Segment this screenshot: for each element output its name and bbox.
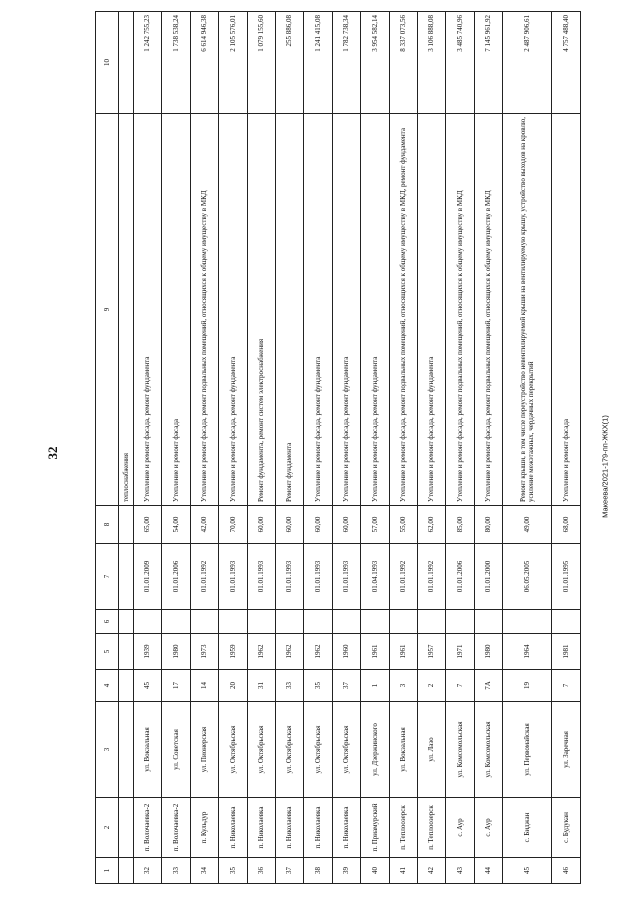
build-year-cell: 1961	[389, 634, 417, 670]
cost-cell: 4 757 488,40	[552, 12, 581, 114]
table-row	[552, 12, 581, 884]
locality-cell: с. Аур	[474, 798, 502, 858]
privatization-date-cell: 01.01.1992	[389, 544, 417, 610]
house-number-cell: 3	[389, 670, 417, 702]
row-number-cell: 33	[162, 858, 190, 884]
wear-percent-cell: 54,00	[162, 506, 190, 544]
wear-percent-cell: 42,00	[190, 506, 218, 544]
wear-percent-cell: 68,00	[552, 506, 581, 544]
locality-cell: п. Волочаевка-2	[162, 798, 190, 858]
row-number-cell: 40	[361, 858, 389, 884]
table-row	[417, 12, 445, 884]
house-number-cell: 7А	[474, 670, 502, 702]
work-type-cell: Утепление и ремонт фасада, ремонт подвальных помещений, относящихся к общему имуществу в МКД	[446, 114, 474, 506]
street-cell: ул. Пионерская	[190, 702, 218, 798]
page-number: 32	[45, 446, 60, 460]
header-cell-9: 9	[96, 114, 119, 506]
work-type-cell: Утепление и ремонт фасада, ремонт подвальных помещений, относящихся к общему имуществу в МКД	[190, 114, 218, 506]
street-cell: ул. Первомайская	[503, 702, 552, 798]
build-year-cell: 1981	[552, 634, 581, 670]
cost-cell: 3 954 582,14	[361, 12, 389, 114]
row-number-cell: 45	[503, 858, 552, 884]
table-row	[474, 12, 502, 884]
row-number-cell: 35	[219, 858, 247, 884]
house-number-cell: 7	[446, 670, 474, 702]
street-cell: ул. Дзержинского	[361, 702, 389, 798]
locality-cell: с. Будукан	[552, 798, 581, 858]
table-row	[134, 12, 162, 884]
house-number-cell: 45	[134, 670, 162, 702]
row-number-cell: 42	[417, 858, 445, 884]
house-number-cell: 1	[361, 670, 389, 702]
privatization-date-cell: 01.01.2009	[134, 544, 162, 610]
street-cell: ул. Октябрьская	[247, 702, 275, 798]
locality-cell: п. Николаевка	[332, 798, 360, 858]
row-number-cell: 37	[275, 858, 303, 884]
table-cell	[119, 506, 134, 544]
privatization-date-cell: 01.01.1992	[417, 544, 445, 610]
table-cell	[119, 858, 134, 884]
build-year-cell: 1980	[474, 634, 502, 670]
privatization-date-cell: 01.01.1993	[275, 544, 303, 610]
build-year-cell: 1939	[134, 634, 162, 670]
header-cell-1: 1	[96, 858, 119, 884]
rotated-table-container	[95, 12, 581, 884]
street-cell: ул. Вокзальная	[134, 702, 162, 798]
build-year-cell: 1962	[275, 634, 303, 670]
column-6-cell	[332, 610, 360, 634]
locality-cell: п. Николаевка	[304, 798, 332, 858]
table-cell	[119, 12, 134, 114]
build-year-cell: 1964	[503, 634, 552, 670]
table-row	[219, 12, 247, 884]
work-type-cell: Утепление и ремонт фасада	[552, 114, 581, 506]
continuation-row	[119, 12, 134, 884]
continuation-text: теплоснабжения	[119, 114, 134, 506]
header-cell-8: 8	[96, 506, 119, 544]
table-row	[389, 12, 417, 884]
privatization-date-cell: 06.05.2005	[503, 544, 552, 610]
street-cell: ул. Октябрьская	[304, 702, 332, 798]
locality-cell: п. Теплоозерск	[389, 798, 417, 858]
street-cell: ул. Октябрьская	[275, 702, 303, 798]
row-number-cell: 46	[552, 858, 581, 884]
column-6-cell	[162, 610, 190, 634]
table-row	[275, 12, 303, 884]
wear-percent-cell: 55,00	[389, 506, 417, 544]
table-row	[162, 12, 190, 884]
column-6-cell	[275, 610, 303, 634]
row-number-cell: 39	[332, 858, 360, 884]
cost-cell: 2 487 906,61	[503, 12, 552, 114]
house-number-cell: 17	[162, 670, 190, 702]
street-cell: ул. Комсомольская	[446, 702, 474, 798]
cost-cell: 2 105 576,01	[219, 12, 247, 114]
column-6-cell	[474, 610, 502, 634]
wear-percent-cell: 70,00	[219, 506, 247, 544]
build-year-cell: 1962	[247, 634, 275, 670]
column-6-cell	[552, 610, 581, 634]
cost-cell: 6 614 946,38	[190, 12, 218, 114]
work-type-cell: Утепление и ремонт фасада, ремонт фундамента	[304, 114, 332, 506]
build-year-cell: 1957	[417, 634, 445, 670]
locality-cell: п. Николаевка	[219, 798, 247, 858]
locality-cell: п. Николаевка	[247, 798, 275, 858]
table-cell	[119, 798, 134, 858]
table-cell	[119, 634, 134, 670]
wear-percent-cell: 60,00	[247, 506, 275, 544]
wear-percent-cell: 80,00	[474, 506, 502, 544]
header-cell-4: 4	[96, 670, 119, 702]
header-cell-3: 3	[96, 702, 119, 798]
column-6-cell	[219, 610, 247, 634]
table-cell	[119, 702, 134, 798]
repair-program-table	[95, 11, 581, 884]
privatization-date-cell: 01.01.2000	[474, 544, 502, 610]
house-number-cell: 7	[552, 670, 581, 702]
privatization-date-cell: 01.01.1993	[332, 544, 360, 610]
rotated-table-frame	[95, 12, 581, 884]
privatization-date-cell: 01.01.1993	[247, 544, 275, 610]
wear-percent-cell: 62,00	[417, 506, 445, 544]
row-number-cell: 44	[474, 858, 502, 884]
header-cell-10: 10	[96, 12, 119, 114]
privatization-date-cell: 01.01.1995	[552, 544, 581, 610]
locality-cell: п. Николаевка	[275, 798, 303, 858]
cost-cell: 3 485 740,96	[446, 12, 474, 114]
table-cell	[119, 610, 134, 634]
table-row	[190, 12, 218, 884]
cost-cell: 8 337 073,56	[389, 12, 417, 114]
column-6-cell	[446, 610, 474, 634]
street-cell: ул. Вокзальная	[389, 702, 417, 798]
cost-cell: 255 886,08	[275, 12, 303, 114]
column-6-cell	[417, 610, 445, 634]
build-year-cell: 1959	[219, 634, 247, 670]
cost-cell: 3 106 888,08	[417, 12, 445, 114]
cost-cell: 7 145 961,92	[474, 12, 502, 114]
work-type-cell: Ремонт фундамента	[275, 114, 303, 506]
locality-cell: с. Аур	[446, 798, 474, 858]
column-6-cell	[190, 610, 218, 634]
locality-cell: с. Биджан	[503, 798, 552, 858]
build-year-cell: 1971	[446, 634, 474, 670]
privatization-date-cell: 01.01.1993	[219, 544, 247, 610]
table-row	[247, 12, 275, 884]
locality-cell: п. Приамурский	[361, 798, 389, 858]
street-cell: ул. Лазо	[417, 702, 445, 798]
row-number-cell: 38	[304, 858, 332, 884]
build-year-cell: 1962	[304, 634, 332, 670]
locality-cell: п. Волочаевка-2	[134, 798, 162, 858]
work-type-cell: Утепление и ремонт фасада, ремонт фундамента	[134, 114, 162, 506]
column-6-cell	[503, 610, 552, 634]
house-number-cell: 14	[190, 670, 218, 702]
column-6-cell	[247, 610, 275, 634]
wear-percent-cell: 85,00	[446, 506, 474, 544]
header-row	[96, 12, 119, 884]
work-type-cell: Утепление и ремонт фасада, ремонт подвальных помещений, относящихся к общему имуществу в МКД, ремонт фундамента	[389, 114, 417, 506]
header-cell-7: 7	[96, 544, 119, 610]
street-cell: ул. Комсомольская	[474, 702, 502, 798]
wear-percent-cell: 60,00	[332, 506, 360, 544]
table-row	[446, 12, 474, 884]
privatization-date-cell: 01.01.1992	[190, 544, 218, 610]
document-reference: Макеева/2021-179-пп-ЖКХ(1)	[600, 415, 610, 518]
wear-percent-cell: 49,00	[503, 506, 552, 544]
column-6-cell	[304, 610, 332, 634]
row-number-cell: 34	[190, 858, 218, 884]
column-6-cell	[134, 610, 162, 634]
column-6-cell	[389, 610, 417, 634]
header-cell-2: 2	[96, 798, 119, 858]
street-cell: ул. Заречная	[552, 702, 581, 798]
header-cell-5: 5	[96, 634, 119, 670]
locality-cell: п. Кульдур	[190, 798, 218, 858]
work-type-cell: Ремонт крыши, в том числе переустройство невентилируемой крыши на вентилируемую крышу, устройство выходов на кровлю, усиление межэтажных, чердачных перекрытий	[503, 114, 552, 506]
table-row	[332, 12, 360, 884]
privatization-date-cell: 01.01.1993	[304, 544, 332, 610]
house-number-cell: 31	[247, 670, 275, 702]
header-cell-6: 6	[96, 610, 119, 634]
work-type-cell: Утепление и ремонт фасада, ремонт фундамента	[332, 114, 360, 506]
table-row	[361, 12, 389, 884]
house-number-cell: 19	[503, 670, 552, 702]
row-number-cell: 43	[446, 858, 474, 884]
work-type-cell: Утепление и ремонт фасада, ремонт фундамента	[219, 114, 247, 506]
wear-percent-cell: 60,00	[275, 506, 303, 544]
table-cell	[119, 670, 134, 702]
privatization-date-cell: 01.04.1993	[361, 544, 389, 610]
build-year-cell: 1960	[332, 634, 360, 670]
street-cell: ул. Октябрьская	[219, 702, 247, 798]
street-cell: ул. Октябрьская	[332, 702, 360, 798]
table-row	[503, 12, 552, 884]
privatization-date-cell: 01.01.2006	[446, 544, 474, 610]
house-number-cell: 20	[219, 670, 247, 702]
work-type-cell: Ремонт фундамента, ремонт систем электроснабжения	[247, 114, 275, 506]
wear-percent-cell: 60,00	[304, 506, 332, 544]
table-cell	[119, 544, 134, 610]
house-number-cell: 37	[332, 670, 360, 702]
cost-cell: 1 738 538,24	[162, 12, 190, 114]
cost-cell: 1 241 415,08	[304, 12, 332, 114]
cost-cell: 1 242 755,23	[134, 12, 162, 114]
row-number-cell: 32	[134, 858, 162, 884]
work-type-cell: Утепление и ремонт фасада, ремонт фундамента	[361, 114, 389, 506]
house-number-cell: 35	[304, 670, 332, 702]
table-row	[304, 12, 332, 884]
wear-percent-cell: 57,00	[361, 506, 389, 544]
build-year-cell: 1980	[162, 634, 190, 670]
house-number-cell: 33	[275, 670, 303, 702]
privatization-date-cell: 01.01.2006	[162, 544, 190, 610]
locality-cell: п. Теплоозерск	[417, 798, 445, 858]
cost-cell: 1 782 738,34	[332, 12, 360, 114]
build-year-cell: 1961	[361, 634, 389, 670]
build-year-cell: 1973	[190, 634, 218, 670]
street-cell: ул. Советская	[162, 702, 190, 798]
work-type-cell: Утепление и ремонт фасада, ремонт фундамента	[417, 114, 445, 506]
work-type-cell: Утепление и ремонт фасада	[162, 114, 190, 506]
house-number-cell: 2	[417, 670, 445, 702]
row-number-cell: 41	[389, 858, 417, 884]
cost-cell: 1 079 155,60	[247, 12, 275, 114]
row-number-cell: 36	[247, 858, 275, 884]
wear-percent-cell: 65,00	[134, 506, 162, 544]
column-6-cell	[361, 610, 389, 634]
work-type-cell: Утепление и ремонт фасада, ремонт подвальных помещений, относящихся к общему имуществу в МКД	[474, 114, 502, 506]
